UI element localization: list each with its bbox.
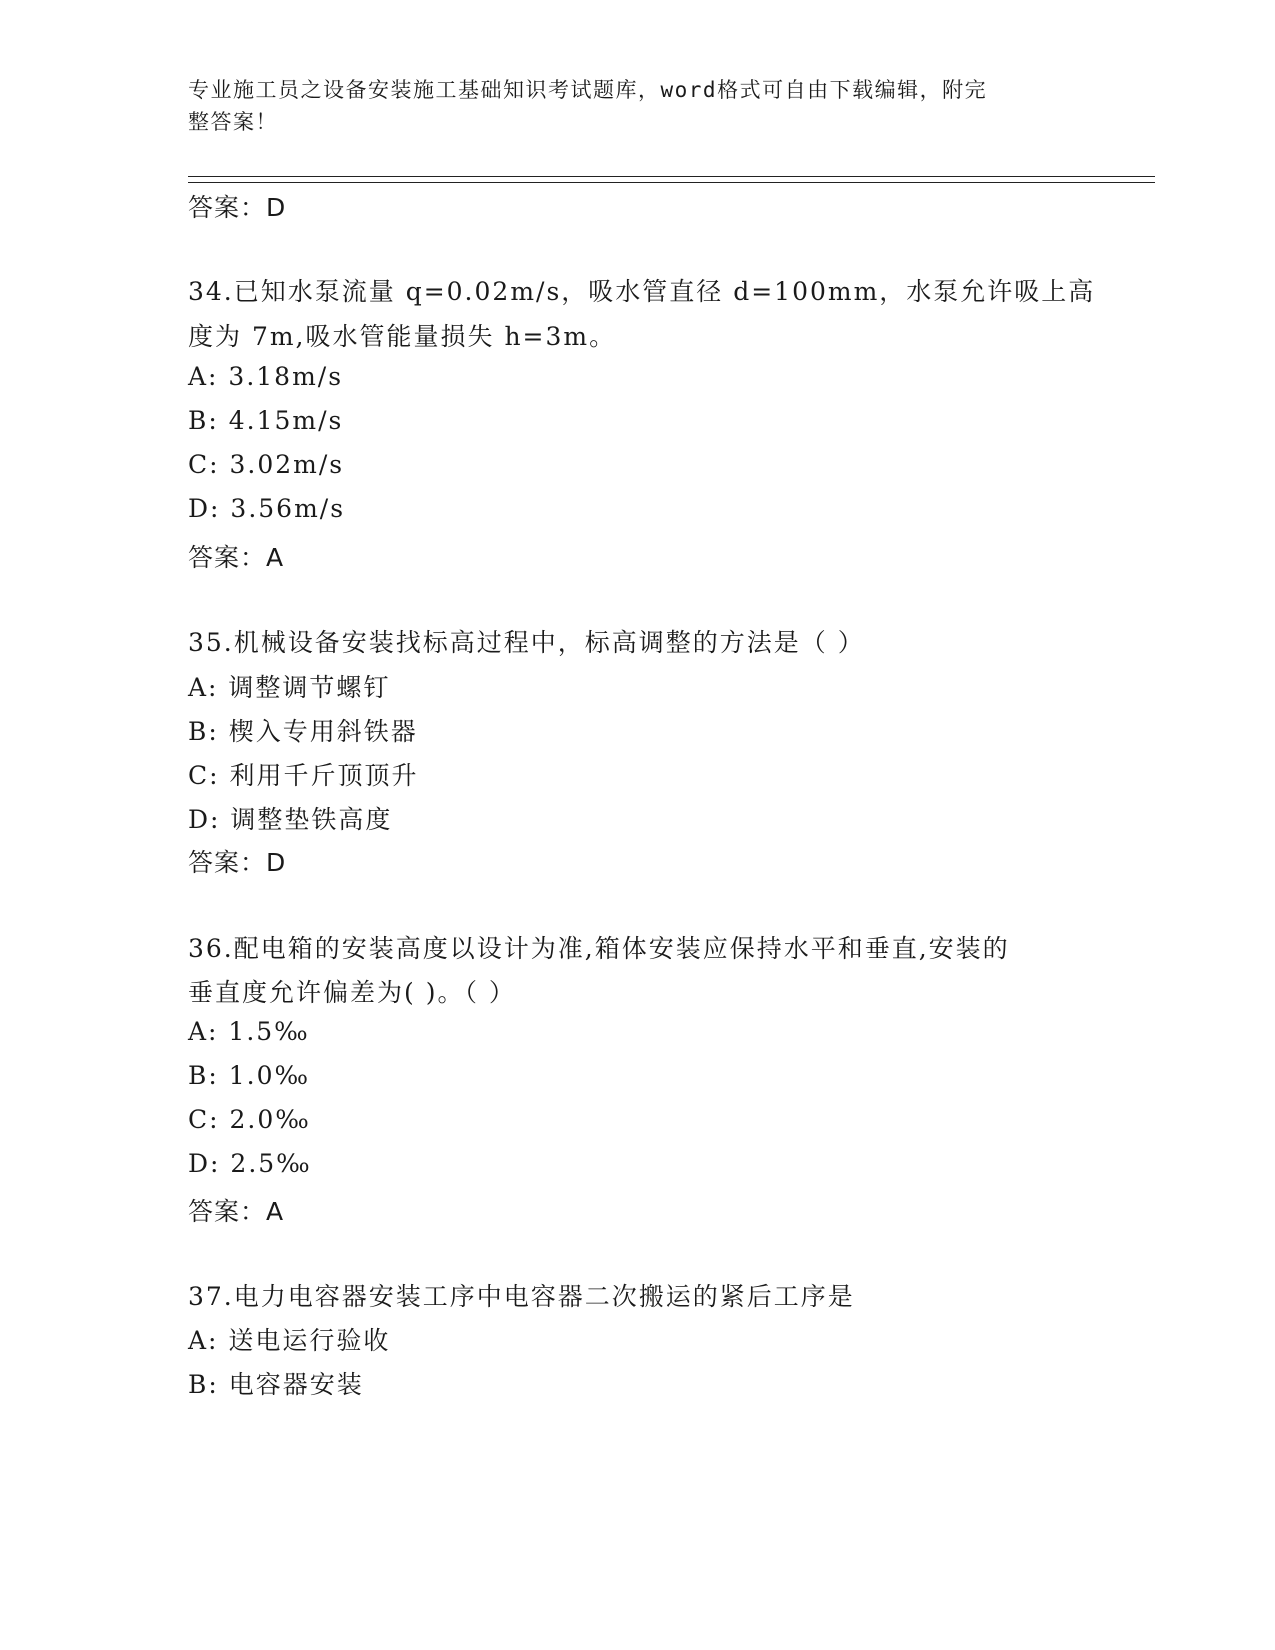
question-34-answer: 答案：A (188, 543, 285, 572)
question-34-option-a: A: 3.18m/s (188, 362, 344, 391)
question-36-option-c: C: 2.0‰ (188, 1105, 311, 1134)
question-35-option-c: C: 利用千斤顶顶升 (188, 761, 419, 790)
question-35-option-b: B: 楔入专用斜铁器 (188, 717, 418, 746)
question-35-option-a: A: 调整调节螺钉 (188, 673, 391, 702)
question-35-answer: 答案：D (188, 848, 287, 877)
header-line-2: 整答案！ (188, 110, 278, 134)
question-37-option-b: B: 电容器安装 (188, 1370, 364, 1399)
question-36-stem-line-2: 垂直度允许偏差为( )。（ ） (188, 978, 516, 1007)
question-36-option-a: A: 1.5‰ (188, 1017, 310, 1046)
previous-answer: 答案：D (188, 193, 287, 222)
question-34-option-c: C: 3.02m/s (188, 450, 345, 479)
question-35-stem-line-1: 35.机械设备安装找标高过程中，标高调整的方法是（ ） (188, 628, 865, 657)
header-divider-top (188, 176, 1155, 177)
question-34-option-d: D: 3.56m/s (188, 494, 346, 523)
question-34-stem-line-1: 34.已知水泵流量 q=0.02m/s，吸水管直径 d=100mm，水泵允许吸上高 (188, 277, 1096, 306)
question-34-option-b: B: 4.15m/s (188, 406, 344, 435)
document-header (188, 74, 1068, 138)
question-36-option-d: D: 2.5‰ (188, 1149, 312, 1178)
question-36-stem-line-1: 36.配电箱的安装高度以设计为准,箱体安装应保持水平和垂直,安装的 (188, 934, 1010, 963)
question-36-answer: 答案：A (188, 1197, 285, 1226)
question-37-option-a: A: 送电运行验收 (188, 1326, 391, 1355)
question-37-stem-line-1: 37.电力电容器安装工序中电容器二次搬运的紧后工序是 (188, 1282, 855, 1311)
question-35-option-d: D: 调整垫铁高度 (188, 805, 393, 834)
question-34-stem-line-2: 度为 7m,吸水管能量损失 h=3m。 (188, 322, 617, 351)
header-divider-bottom (188, 182, 1155, 183)
header-line-1: 专业施工员之设备安装施工基础知识考试题库，word格式可自由下载编辑，附完 (188, 78, 988, 102)
question-36-option-b: B: 1.0‰ (188, 1061, 311, 1090)
